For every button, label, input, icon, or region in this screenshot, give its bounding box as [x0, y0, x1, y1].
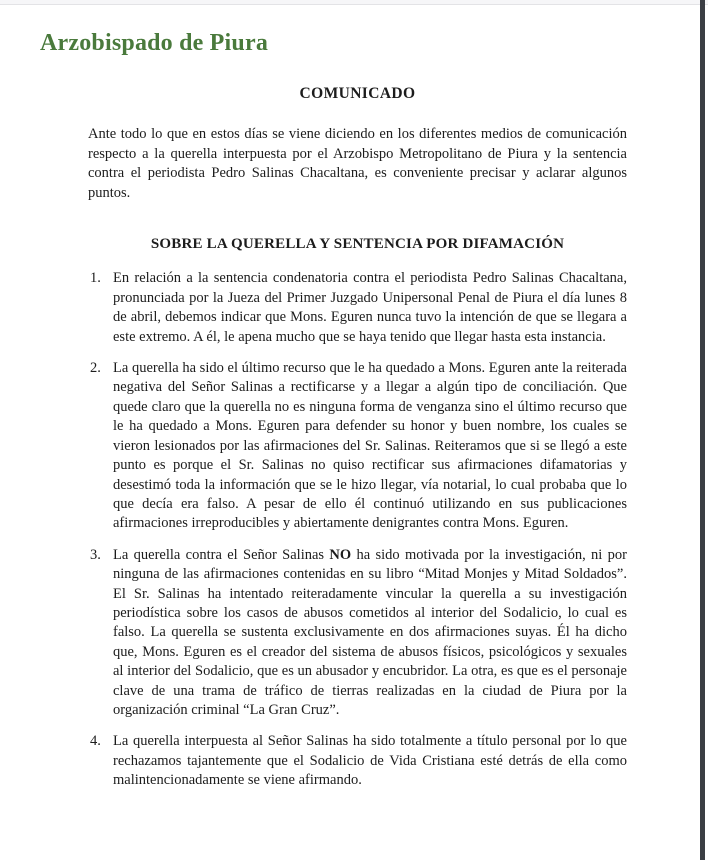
- item-number: 1.: [90, 270, 101, 287]
- item-text: La querella ha sido el último recurso que le ha quedado a Mons. Eguren ante la reiterada negativa del Señor Salinas a rectificarse y a llegar a algún tipo de conciliación. Que quede claro que la querella no es ninguna forma de venganza sino el último recurso que le ha quedado a Mons. Eguren para defender su honor y buen nombre, los cuales se vieron lesionados por las afirmaciones del Sr. Salinas. Reiteramos que si se llegó a este punto es porque el Sr. Salinas no quiso rectificar sus afirmaciones difamatorias y desestimó toda la información que se le hizo llegar, vía notarial, lo cual probaba que lo que decía era falso. A pesar de ello él continuó utilizando en sus publicaciones afirmaciones irreproducibles y abiertamente denigrantes contra Mons. Eguren.: [113, 360, 627, 532]
- intro-paragraph: Ante todo lo que en estos días se viene diciendo en los diferentes medios de comunicación respecto a la querella interpuesta por el Arzobispo Metropolitano de Piura y la sentencia contra el periodista Pedro Salinas Chacaltana, es conveniente precisar y aclarar algunos puntos.: [88, 126, 627, 201]
- list-item-4: [90, 732, 627, 790]
- item-text: La querella interpuesta al Señor Salinas ha sido totalmente a título personal por lo que rechazamos tajantemente que el Sodalicio de Vida Cristiana esté detrás de ella como malintencionadamente se viene afirmando.: [113, 733, 627, 789]
- list-item-1: [90, 269, 627, 347]
- item-number: 4.: [90, 733, 101, 750]
- letterhead-title: Arzobispado de Piura: [40, 30, 269, 56]
- item-number: 2.: [90, 360, 101, 377]
- item-number: 3.: [90, 546, 101, 563]
- item-text: En relación a la sentencia condenatoria contra el periodista Pedro Salinas Chacaltana, pronunciada por la Jueza del Primer Juzgado Unipersonal Penal de Piura el día lunes 8 de abril, debemos indicar que Mons. Eguren nunca tuvo la intención de que se llegara a este extremo. A él, le apena mucho que se haya tenido que llegar hasta esta instancia.: [113, 270, 627, 345]
- list-item-2: [90, 359, 627, 534]
- item-text: La querella contra el Señor Salinas NO ha sido motivada por la investigación, ni por ninguna de las afirmaciones contenidas en su libro “Mitad Monjes y Mitad Soldados”. El Sr. Salinas ha intentado reiteradamente vincular la querella a su investigación periodística sobre los casos de abusos cometidos al interior del Sodalicio, lo cual es falso. La querella se sustenta exclusivamente en dos afirmaciones suyas. Él ha dicho que, Mons. Eguren es el creador del sistema de abusos físicos, psicológicos y sexuales al interior del Sodalicio, que es un abusador y encubridor. La otra, es que es el personaje clave de una trama de tráfico de tierras realizadas en la ciudad de Piura por la organización criminal “La Gran Cruz”.: [113, 546, 627, 718]
- document-body: [88, 84, 627, 803]
- numbered-list: [88, 269, 627, 790]
- section-heading: SOBRE LA QUERELLA Y SENTENCIA POR DIFAMACIÓN: [150, 236, 565, 253]
- document-title: COMUNICADO: [299, 85, 416, 102]
- window-top-edge: [0, 0, 708, 5]
- window-right-edge: [700, 0, 705, 860]
- list-item-3: [90, 546, 627, 721]
